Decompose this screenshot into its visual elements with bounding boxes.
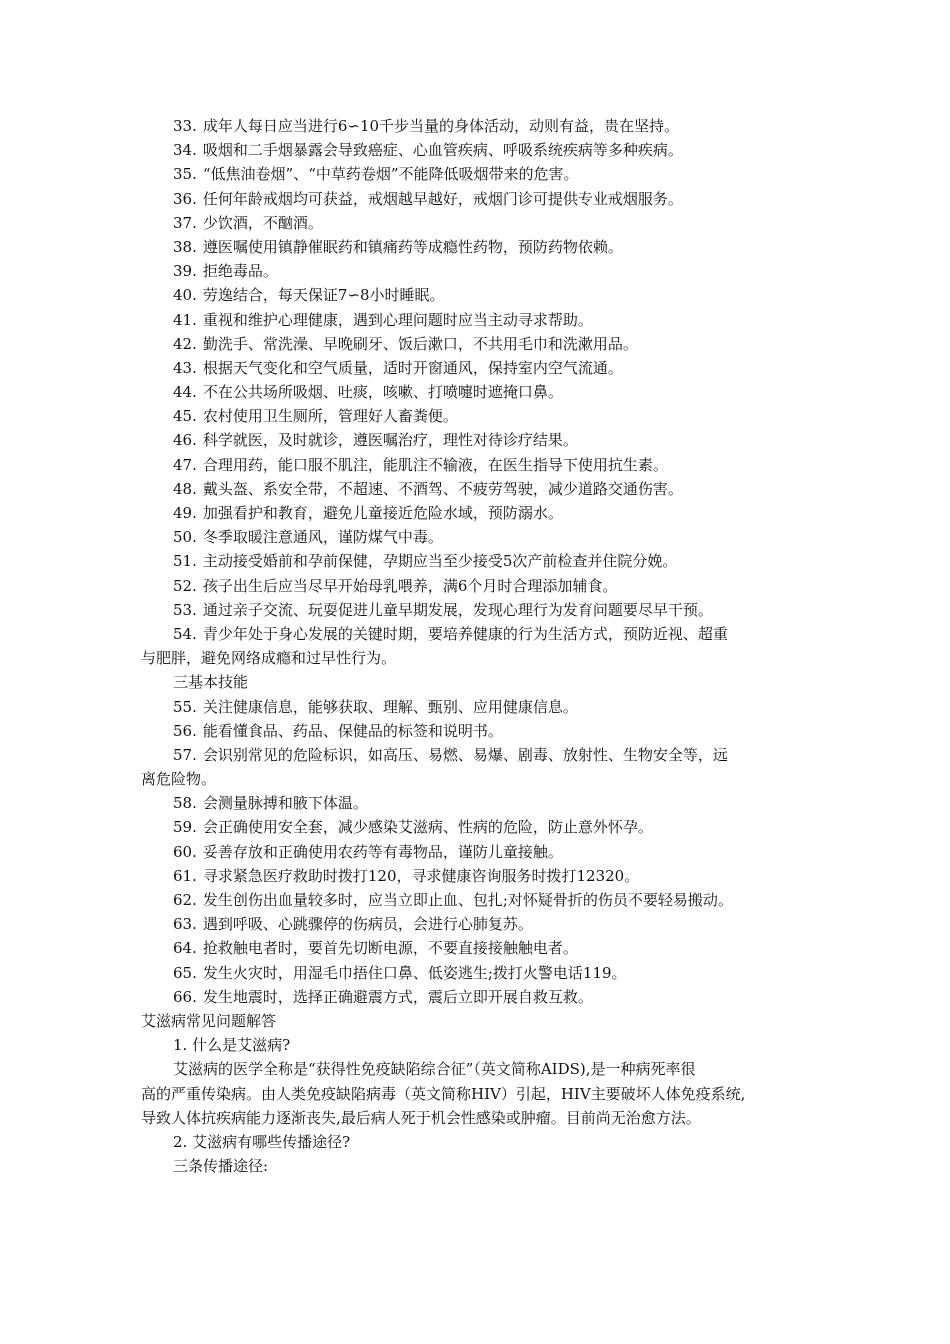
item-number: 45. bbox=[173, 407, 197, 426]
item-text: 不在公共场所吸烟、吐痰，咳嗽、打喷嚏时遮掩口鼻。 bbox=[202, 383, 563, 402]
list-item bbox=[141, 187, 821, 211]
list-item bbox=[141, 525, 821, 549]
item-text: 冬季取暖注意通风，谨防煤气中毒。 bbox=[202, 528, 443, 547]
item-text: 孩子出生后应当尽早开始母乳喂养，满6个月时合理添加辅食。 bbox=[202, 576, 618, 595]
list-item bbox=[141, 549, 821, 573]
list-item bbox=[141, 815, 821, 839]
list-item bbox=[141, 138, 821, 162]
list-item bbox=[141, 888, 821, 912]
list-item bbox=[141, 598, 821, 622]
faq-answer-line: 高的严重传染病。由人类免疫缺陷病毒（英文简称HIV）引起，HIV主要破坏人体免疫系统, bbox=[141, 1084, 746, 1103]
item-text: 科学就医，及时就诊，遵医嘱治疗，理性对待诊疗结果。 bbox=[202, 431, 578, 450]
item-number: 43. bbox=[173, 358, 197, 377]
item-text: 妥善存放和正确使用农药等有毒物品，谨防儿童接触。 bbox=[202, 842, 563, 861]
item-text: 根据天气变化和空气质量，适时开窗通风，保持室内空气流通。 bbox=[202, 358, 623, 377]
item-text: 重视和维护心理健康，遇到心理问题时应当主动寻求帮助。 bbox=[202, 310, 593, 329]
item-text: 吸烟和二手烟暴露会导致癌症、心血管疾病、呼吸系统疾病等多种疾病。 bbox=[202, 141, 683, 160]
item-number: 59. bbox=[173, 818, 197, 837]
item-text: 任何年龄戒烟均可获益，戒烟越早越好，戒烟门诊可提供专业戒烟服务。 bbox=[202, 189, 683, 208]
item-number: 36. bbox=[173, 189, 197, 208]
item-number: 51. bbox=[173, 552, 197, 571]
list-item bbox=[141, 743, 821, 767]
item-text: 发生创伤出血量较多时，应当立即止血、包扎;对怀疑骨折的伤员不要轻易搬动。 bbox=[202, 891, 733, 909]
item-text: 发生地震时，选择正确避震方式，震后立即开展自救互救。 bbox=[202, 987, 593, 1006]
item-text: 农村使用卫生厕所，管理好人畜粪便。 bbox=[202, 407, 458, 426]
list-item bbox=[141, 308, 821, 332]
section-heading: 三基本技能 bbox=[173, 673, 249, 692]
faq-question: 1. 什么是艾滋病? bbox=[173, 1036, 291, 1055]
item-text: 会测量脉搏和腋下体温。 bbox=[202, 794, 368, 813]
item-text: 发生火灾时，用湿毛巾捂住口鼻、低姿逃生;拨打火警电话119。 bbox=[202, 963, 627, 982]
item-number: 35. bbox=[173, 165, 197, 184]
item-text: 拒绝毒品。 bbox=[202, 262, 278, 281]
list-item bbox=[141, 332, 821, 356]
list-item bbox=[141, 719, 821, 743]
item-text: 会识别常见的危险标识，如高压、易燃、易爆、剧毒、放射性、生物安全等，远 bbox=[202, 745, 728, 764]
item-text: 关注健康信息，能够获取、理解、甄别、应用健康信息。 bbox=[202, 697, 578, 716]
item-text: 遇到呼吸、心跳骤停的伤病员，会进行心肺复苏。 bbox=[202, 915, 533, 934]
list-item bbox=[141, 235, 821, 259]
item-number: 38. bbox=[173, 237, 197, 256]
list-item bbox=[141, 283, 821, 307]
list-item bbox=[141, 864, 821, 888]
item-text: 合理用药，能口服不肌注，能肌注不输液，在医生指导下使用抗生素。 bbox=[202, 455, 668, 474]
item-number: 46. bbox=[173, 431, 197, 450]
list-item bbox=[141, 622, 821, 646]
item-number: 48. bbox=[173, 479, 197, 498]
item-text: 成年人每日应当进行6∽10千步当量的身体活动，动则有益，贵在坚持。 bbox=[202, 117, 680, 135]
item-number: 41. bbox=[173, 310, 197, 329]
list-item bbox=[141, 936, 821, 960]
item-number: 49. bbox=[173, 504, 197, 522]
item-number: 56. bbox=[173, 721, 197, 740]
list-item-continuation: 离危险物。 bbox=[141, 770, 217, 789]
list-item bbox=[141, 162, 821, 186]
item-text: 抢救触电者时，要首先切断电源，不要直接接触触电者。 bbox=[202, 939, 578, 958]
list-item bbox=[141, 840, 821, 864]
list-item bbox=[141, 114, 821, 138]
list-item bbox=[141, 453, 821, 477]
item-number: 57. bbox=[173, 745, 197, 764]
item-text: 会正确使用安全套，减少感染艾滋病、性病的危险，防止意外怀孕。 bbox=[202, 818, 653, 837]
faq-answer-line: 三条传播途径: bbox=[173, 1157, 269, 1176]
item-number: 64. bbox=[173, 939, 197, 958]
item-number: 63. bbox=[173, 915, 197, 934]
list-item bbox=[141, 356, 821, 380]
item-number: 33. bbox=[173, 117, 197, 135]
list-item bbox=[141, 985, 821, 1009]
item-number: 44. bbox=[173, 383, 197, 402]
item-number: 50. bbox=[173, 528, 197, 547]
list-item bbox=[141, 961, 821, 985]
faq-answer-line: 导致人体抗疾病能力逐渐丧失,最后病人死于机会性感染或肿瘤。目前尚无治愈方法。 bbox=[141, 1108, 701, 1127]
item-text: 劳逸结合，每天保证7∽8小时睡眠。 bbox=[202, 286, 445, 305]
item-number: 42. bbox=[173, 334, 197, 353]
item-number: 66. bbox=[173, 987, 197, 1006]
item-number: 52. bbox=[173, 576, 197, 595]
list-item bbox=[141, 695, 821, 719]
item-text: “低焦油卷烟”、“中草药卷烟”不能降低吸烟带来的危害。 bbox=[202, 165, 579, 184]
item-text: 寻求紧急医疗救助时拨打120，寻求健康咨询服务时拨打12320。 bbox=[202, 866, 640, 885]
list-item-continuation: 与肥胖，避免网络成瘾和过早性行为。 bbox=[141, 649, 397, 668]
item-number: 55. bbox=[173, 697, 197, 716]
item-number: 54. bbox=[173, 624, 197, 643]
faq-answer-line: 艾滋病的医学全称是“获得性免疫缺陷综合征”（英文简称AIDS),是一种病死率很 bbox=[173, 1060, 696, 1079]
item-number: 37. bbox=[173, 213, 197, 232]
list-item bbox=[141, 211, 821, 235]
item-number: 34. bbox=[173, 141, 197, 160]
item-text: 戴头盔、系安全带，不超速、不酒驾、不疲劳驾驶，减少道路交通伤害。 bbox=[202, 479, 683, 498]
list-item bbox=[141, 791, 821, 815]
item-text: 加强看护和教育，避免儿童接近危险水域，预防溺水。 bbox=[202, 504, 563, 522]
list-item bbox=[141, 912, 821, 936]
list-item bbox=[141, 428, 821, 452]
item-text: 勤洗手、常洗澡、早晚刷牙、饭后漱口，不共用毛巾和洗漱用品。 bbox=[202, 334, 638, 353]
list-item bbox=[141, 404, 821, 428]
list-item bbox=[141, 501, 821, 525]
list-item bbox=[141, 380, 821, 404]
item-text: 能看懂食品、药品、保健品的标签和说明书。 bbox=[202, 721, 503, 740]
faq-question: 2. 艾滋病有哪些传播途径? bbox=[173, 1132, 351, 1151]
list-item bbox=[141, 574, 821, 598]
list-item bbox=[141, 477, 821, 501]
item-number: 39. bbox=[173, 262, 197, 281]
list-item bbox=[141, 259, 821, 283]
item-text: 青少年处于身心发展的关键时期，要培养健康的行为生活方式，预防近视、超重 bbox=[202, 624, 728, 643]
document-body bbox=[141, 114, 821, 1178]
item-number: 58. bbox=[173, 794, 197, 813]
item-number: 65. bbox=[173, 963, 197, 982]
item-text: 通过亲子交流、玩耍促进儿童早期发展，发现心理行为发育问题要尽早干预。 bbox=[202, 600, 713, 619]
item-number: 47. bbox=[173, 455, 197, 474]
item-number: 62. bbox=[173, 891, 197, 909]
item-number: 61. bbox=[173, 866, 197, 885]
item-number: 40. bbox=[173, 286, 197, 305]
item-text: 遵医嘱使用镇静催眠药和镇痛药等成瘾性药物，预防药物依赖。 bbox=[202, 237, 623, 256]
faq-title: 艾滋病常见问题解答 bbox=[141, 1011, 277, 1030]
item-text: 少饮酒，不酗酒。 bbox=[202, 213, 323, 232]
item-text: 主动接受婚前和孕前保健，孕期应当至少接受5次产前检查并住院分娩。 bbox=[202, 552, 678, 571]
item-number: 60. bbox=[173, 842, 197, 861]
item-number: 53. bbox=[173, 600, 197, 619]
